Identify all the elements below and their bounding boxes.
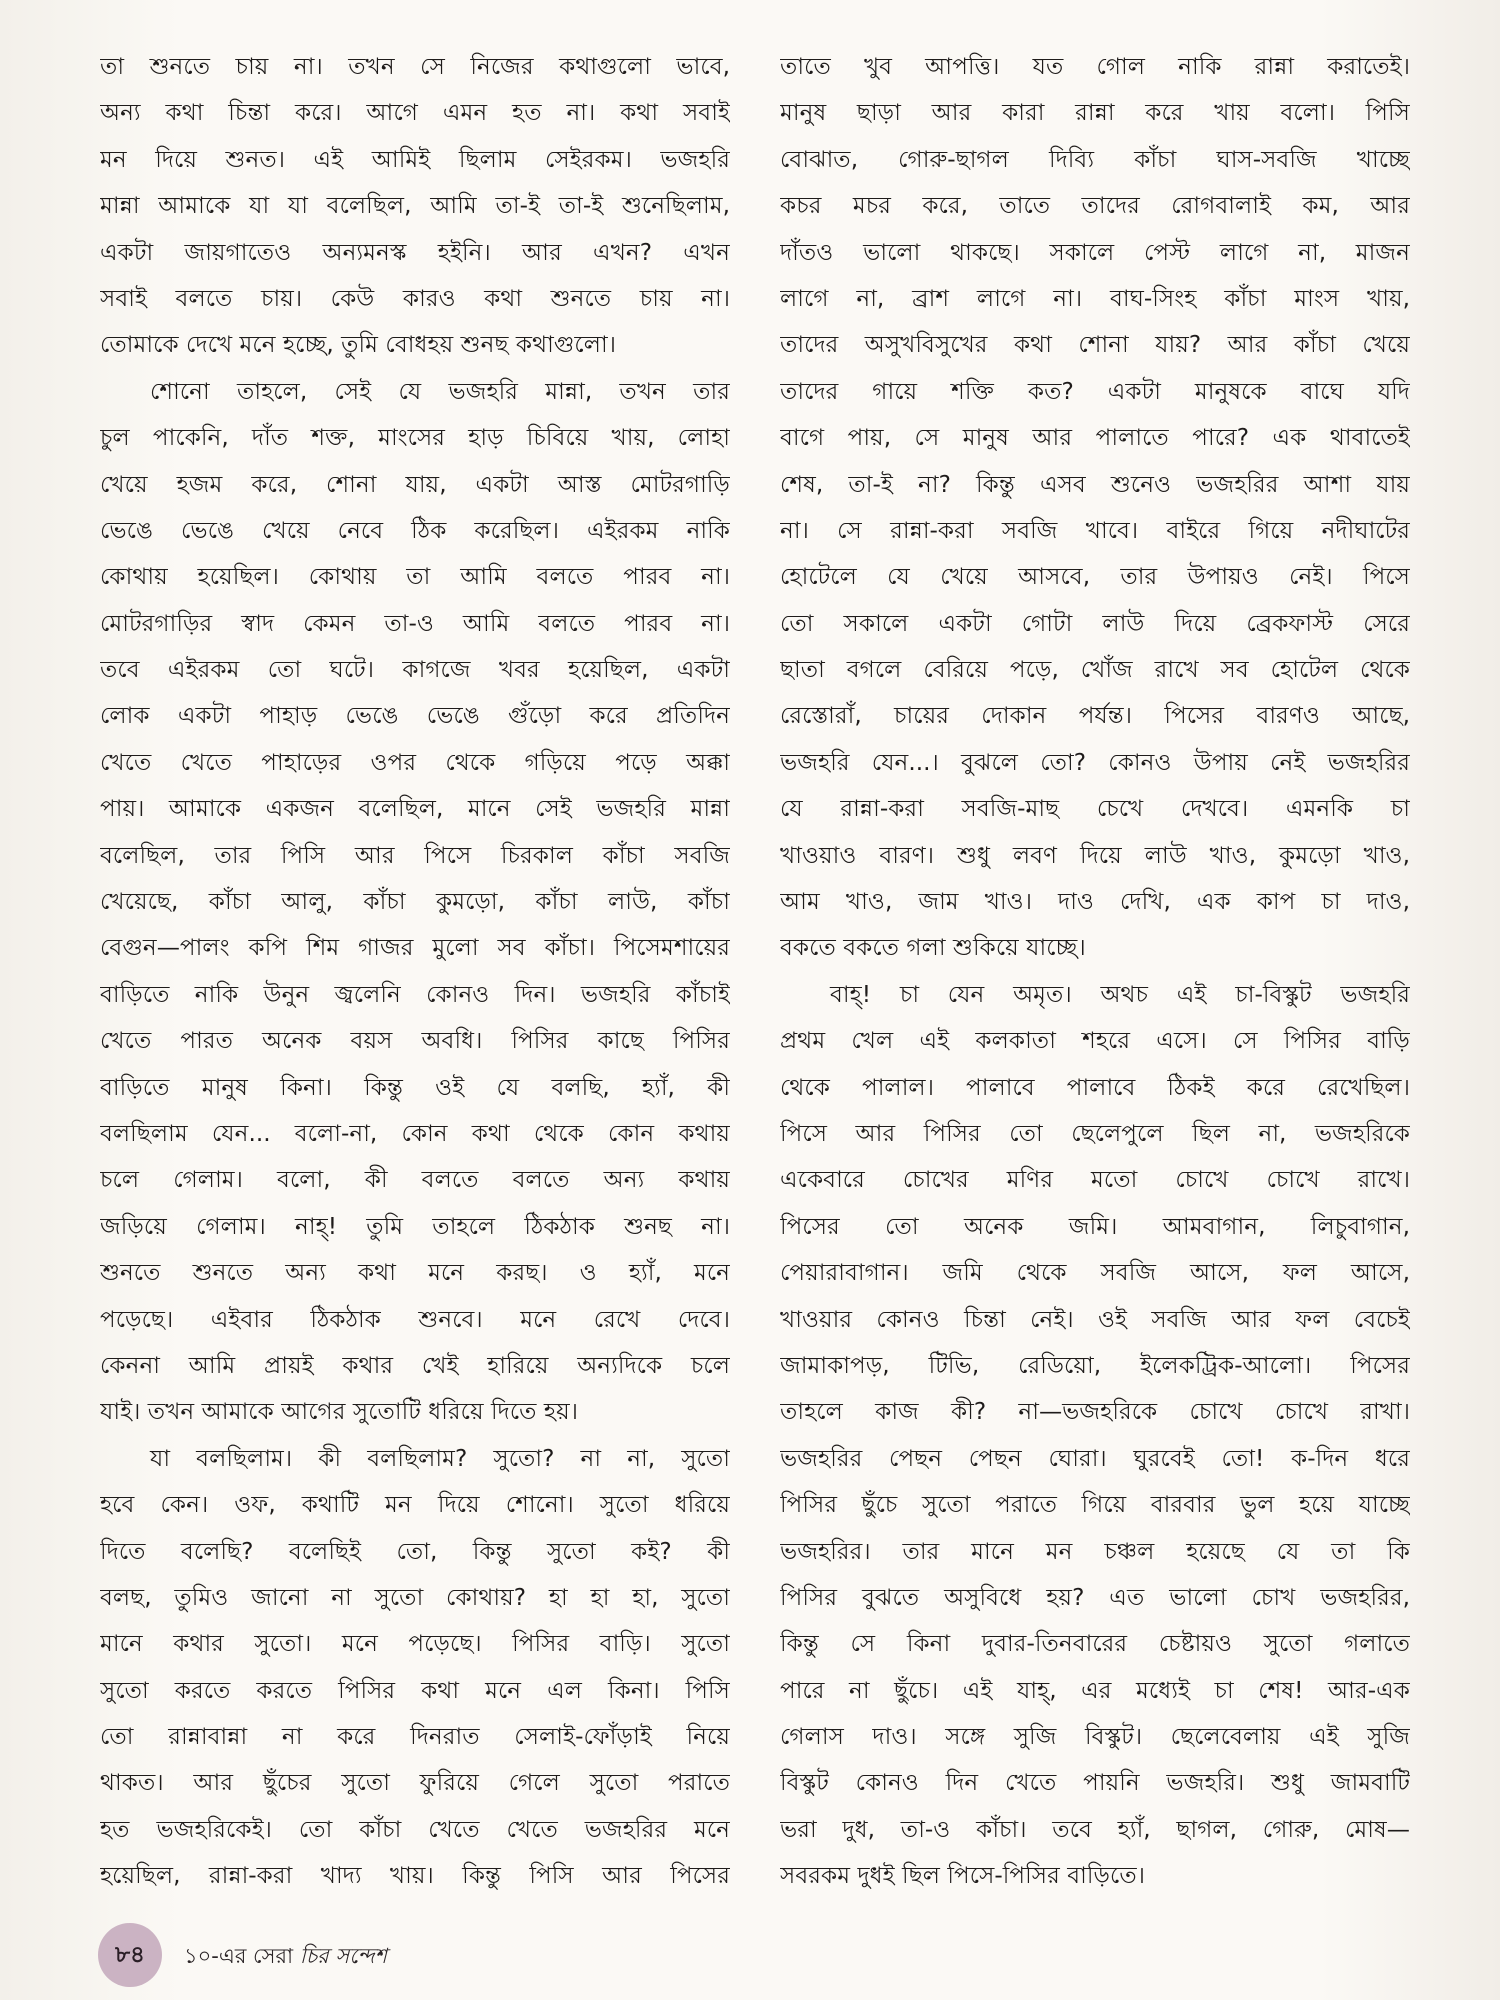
text-line: পারে না ছুঁচে। এই যাহ্‌, এর মধ্যেই চা শেষ! আর-এক: [780, 1676, 1410, 1704]
text-line: খাওয়ার কোনও চিন্তা নেই। ওই সবজি আর ফল বেচেই: [780, 1305, 1410, 1333]
text-line: তো রান্নাবান্না না করে দিনরাত সেলাই-ফোঁড়াই নিয়ে: [100, 1723, 730, 1751]
text-line: তাদের গায়ে শক্তি কত? একটা মানুষকে বাঘে যদি: [780, 377, 1410, 405]
text-line: কেননা আমি প্রায়ই কথার খেই হারিয়ে অন্যদিকে চলে: [100, 1351, 730, 1379]
text-line: বলছ, তুমিও জানো না সুতো কোথায়? হা হা হা, সুতো: [100, 1583, 730, 1611]
footer-caption: [184, 1940, 387, 1975]
text-line: বাহ্‌! চা যেন অমৃত। অথচ এই চা-বিস্কুট ভজহরি: [830, 980, 1410, 1008]
text-line: হত ভজহরিকেই। তো কাঁচা খেতে খেতে ভজহরির মনে: [100, 1815, 730, 1843]
text-line: শুনতে শুনতে অন্য কথা মনে করছ। ও হ্যাঁ, মনে: [100, 1259, 730, 1287]
text-line: পড়েছে। এইবার ঠিকঠাক শুনবে। মনে রেখে দেবে।: [100, 1305, 730, 1333]
text-line: পায়। আমাকে একজন বলেছিল, মানে সেই ভজহরি মান্না: [100, 795, 730, 823]
text-line: সবরকম দুধই ছিল পিসে-পিসির বাড়িতে।: [780, 1862, 1146, 1890]
text-line: আম খাও, জাম খাও। দাও দেখি, এক কাপ চা দাও,: [780, 888, 1410, 916]
left-text-column: [100, 44, 730, 1900]
text-line: মানুষ ছাড়া আর কারা রান্না করে খায় বলো। পিসি: [780, 99, 1410, 127]
text-line: বোঝাত, গোরু-ছাগল দিব্যি কাঁচা ঘাস-সবজি খাচ্ছে: [780, 145, 1410, 173]
brand-name: চির সন্দেশ: [299, 1944, 387, 1968]
text-line: তাহলে কাজ কী? না—ভজহরিকে চোখে চোখে রাখা।: [780, 1398, 1410, 1426]
text-line: হয়েছিল, রান্না-করা খাদ্য খায়। কিন্তু পিসি আর পিসের: [100, 1862, 730, 1890]
text-line: কোথায় হয়েছিল। কোথায় তা আমি বলতে পারব না।: [100, 563, 730, 591]
text-line: সুতো করতে করতে পিসির কথা মনে এল কিনা। পিসি: [100, 1676, 730, 1704]
text-line: তো সকালে একটা গোটা লাউ দিয়ে ব্রেকফাস্ট সেরে: [780, 609, 1410, 637]
text-line: বকতে বকতে গলা শুকিয়ে যাচ্ছে।: [780, 934, 1086, 962]
text-line: বাড়িতে মানুষ কিনা। কিন্তু ওই যে বলছি, হ্যাঁ, কী: [100, 1073, 730, 1101]
text-line: খেতে খেতে পাহাড়ের ওপর থেকে গড়িয়ে পড়ে অক্কা: [100, 748, 730, 776]
text-line: পিসির বুঝতে অসুবিধে হয়? এত ভালো চোখ ভজহরির,: [780, 1583, 1410, 1611]
text-line: পিসে আর পিসির তো ছেলেপুলে ছিল না, ভজহরিকে: [780, 1119, 1410, 1147]
text-line: কচর মচর করে, তাতে তাদের রোগবালাই কম, আর: [780, 192, 1410, 220]
text-line: তাদের অসুখবিসুখের কথা শোনা যায়? আর কাঁচা খেয়ে: [780, 331, 1410, 359]
right-text-column: [780, 44, 1410, 1900]
text-line: চলে গেলাম। বলো, কী বলতে বলতে অন্য কথায়: [100, 1166, 730, 1194]
text-line: তা শুনতে চায় না। তখন সে নিজের কথাগুলো ভাবে,: [100, 53, 730, 80]
text-line: বাগে পায়, সে মানুষ আর পালাতে পারে? এক থাবাতেই: [780, 424, 1410, 452]
text-line: লাগে না, ব্রাশ লাগে না। বাঘ-সিংহ কাঁচা মাংস খায়,: [780, 284, 1410, 312]
text-line: মন দিয়ে শুনত। এই আমিই ছিলাম সেইরকম। ভজহরি: [100, 145, 730, 173]
text-line: খেতে পারত অনেক বয়স অবধি। পিসির কাছে পিসির: [100, 1027, 730, 1055]
text-line: জামাকাপড়, টিভি, রেডিয়ো, ইলেকট্রিক-আলো। পিসের: [780, 1351, 1410, 1379]
text-line: ভরা দুধ, তা-ও কাঁচা। তবে হ্যাঁ, ছাগল, গোরু, মোষ—: [780, 1815, 1410, 1843]
text-line: শোনো তাহলে, সেই যে ভজহরি মান্না, তখন তার: [150, 377, 730, 405]
text-line: মানে কথার সুতো। মনে পড়েছে। পিসির বাড়ি। সুতো: [100, 1630, 730, 1658]
text-line: রেস্তোরাঁ, চায়ের দোকান পর্যন্ত। পিসের বারণও আছে,: [780, 702, 1410, 730]
page-footer: [98, 1923, 718, 1987]
text-line: না। সে রান্না-করা সবজি খাবে। বাইরে গিয়ে নদীঘাটের: [780, 516, 1410, 544]
text-line: জড়িয়ে গেলাম। নাহ্‌! তুমি তাহলে ঠিকঠাক শুনছ না।: [100, 1212, 730, 1240]
text-line: যা বলছিলাম। কী বলছিলাম? সুতো? না না, সুতো: [150, 1444, 730, 1472]
text-line: দাঁতও ভালো থাকছে। সকালে পেস্ট লাগে না, মাজন: [780, 238, 1410, 266]
text-line: ভজহরির পেছন পেছন ঘোরা। ঘুরবেই তো! ক-দিন ধরে: [780, 1444, 1410, 1472]
book-title: ১০-এর সেরা: [184, 1944, 294, 1968]
text-line: গেলাস দাও। সঙ্গে সুজি বিস্কুট। ছেলেবেলায় এই সুজি: [780, 1723, 1410, 1751]
text-line: লোক একটা পাহাড় ভেঙে ভেঙে গুঁড়ো করে প্রতিদিন: [100, 702, 730, 730]
text-line: যাই। তখন আমাকে আগের সুতোটি ধরিয়ে দিতে হয়।: [100, 1398, 579, 1426]
text-line: তাতে খুব আপত্তি। যত গোল নাকি রান্না করাতেই।: [780, 53, 1410, 80]
text-line: হবে কেন। ওফ, কথাটি মন দিয়ে শোনো। সুতো ধরিয়ে: [100, 1491, 730, 1519]
text-line: যে রান্না-করা সবজি-মাছ চেখে দেখবে। এমনকি চা: [780, 795, 1410, 823]
text-line: ভজহরির। তার মানে মন চঞ্চল হয়েছে যে তা কি: [780, 1537, 1410, 1565]
text-line: সবাই বলতে চায়। কেউ কারও কথা শুনতে চায় না।: [100, 284, 730, 312]
text-line: প্রথম খেল এই কলকাতা শহরে এসে। সে পিসির বাড়ি: [780, 1027, 1410, 1055]
text-line: বিস্কুট কোনও দিন খেতে পায়নি ভজহরি। শুধু জামবাটি: [780, 1769, 1410, 1797]
text-line: হোটেলে যে খেয়ে আসবে, তার উপায়ও নেই। পিসে: [780, 563, 1410, 591]
text-line: মান্না আমাকে যা যা বলেছিল, আমি তা-ই তা-ই শুনেছিলাম,: [100, 192, 730, 220]
text-line: অন্য কথা চিন্তা করে। আগে এমন হত না। কথা সবাই: [100, 99, 730, 127]
text-line: থেকে পালাল। পালাবে পালাবে ঠিকই করে রেখেছিল।: [780, 1073, 1410, 1101]
text-line: কিন্তু সে কিনা দুবার-তিনবারের চেষ্টায়ও সুতো গলাতে: [780, 1630, 1410, 1658]
text-line: শেষ, তা-ই না? কিন্তু এসব শুনেও ভজহরির আশা যায়: [780, 470, 1410, 498]
text-line: ভজহরি যেন...। বুঝলে তো? কোনও উপায় নেই ভজহরির: [780, 748, 1410, 776]
text-line: দিতে বলেছি? বলেছিই তো, কিন্তু সুতো কই? কী: [100, 1537, 730, 1565]
text-line: খেয়েছে, কাঁচা আলু, কাঁচা কুমড়ো, কাঁচা লাউ, কাঁচা: [100, 888, 730, 916]
text-line: বেগুন—পালং কপি শিম গাজর মুলো সব কাঁচা। পিসেমশায়ের: [100, 934, 730, 962]
text-line: খেয়ে হজম করে, শোনা যায়, একটা আস্ত মোটরগাড়ি: [100, 470, 730, 498]
text-line: চুল পাকেনি, দাঁত শক্ত, মাংসের হাড় চিবিয়ে খায়, লোহা: [100, 424, 730, 452]
text-line: মোটরগাড়ির স্বাদ কেমন তা-ও আমি বলতে পারব না।: [100, 609, 730, 637]
text-line: ছাতা বগলে বেরিয়ে পড়ে, খোঁজ রাখে সব হোটেল থেকে: [780, 656, 1410, 684]
text-line: তবে এইরকম তো ঘটে। কাগজে খবর হয়েছিল, একটা: [100, 656, 730, 684]
text-line: বলেছিল, তার পিসি আর পিসে চিরকাল কাঁচা সবজি: [100, 841, 730, 869]
text-line: পিসির ছুঁচে সুতো পরাতে গিয়ে বারবার ভুল হয়ে যাচ্ছে: [780, 1491, 1410, 1519]
text-line: একটা জায়গাতেও অন্যমনস্ক হইনি। আর এখন? এখন: [100, 238, 730, 266]
text-line: থাকত। আর ছুঁচের সুতো ফুরিয়ে গেলে সুতো পরাতে: [100, 1769, 730, 1797]
text-line: পিসের তো অনেক জমি। আমবাগান, লিচুবাগান,: [780, 1212, 1410, 1240]
text-line: বাড়িতে নাকি উনুন জ্বলেনি কোনও দিন। ভজহরি কাঁচাই: [100, 980, 730, 1008]
text-line: খাওয়াও বারণ। শুধু লবণ দিয়ে লাউ খাও, কুমড়ো খাও,: [780, 841, 1410, 869]
text-line: ভেঙে ভেঙে খেয়ে নেবে ঠিক করেছিল। এইরকম নাকি: [100, 516, 730, 544]
text-line: বলছিলাম যেন... বলো-না, কোন কথা থেকে কোন কথায়: [100, 1119, 730, 1147]
page-number: ৮৪: [98, 1923, 162, 1987]
text-line: একেবারে চোখের মণির মতো চোখে চোখে রাখে।: [780, 1166, 1410, 1194]
text-line: তোমাকে দেখে মনে হচ্ছে, তুমি বোধহয় শুনছ কথাগুলো।: [100, 331, 617, 359]
text-line: পেয়ারাবাগান। জমি থেকে সবজি আসে, ফল আসে,: [780, 1259, 1410, 1287]
